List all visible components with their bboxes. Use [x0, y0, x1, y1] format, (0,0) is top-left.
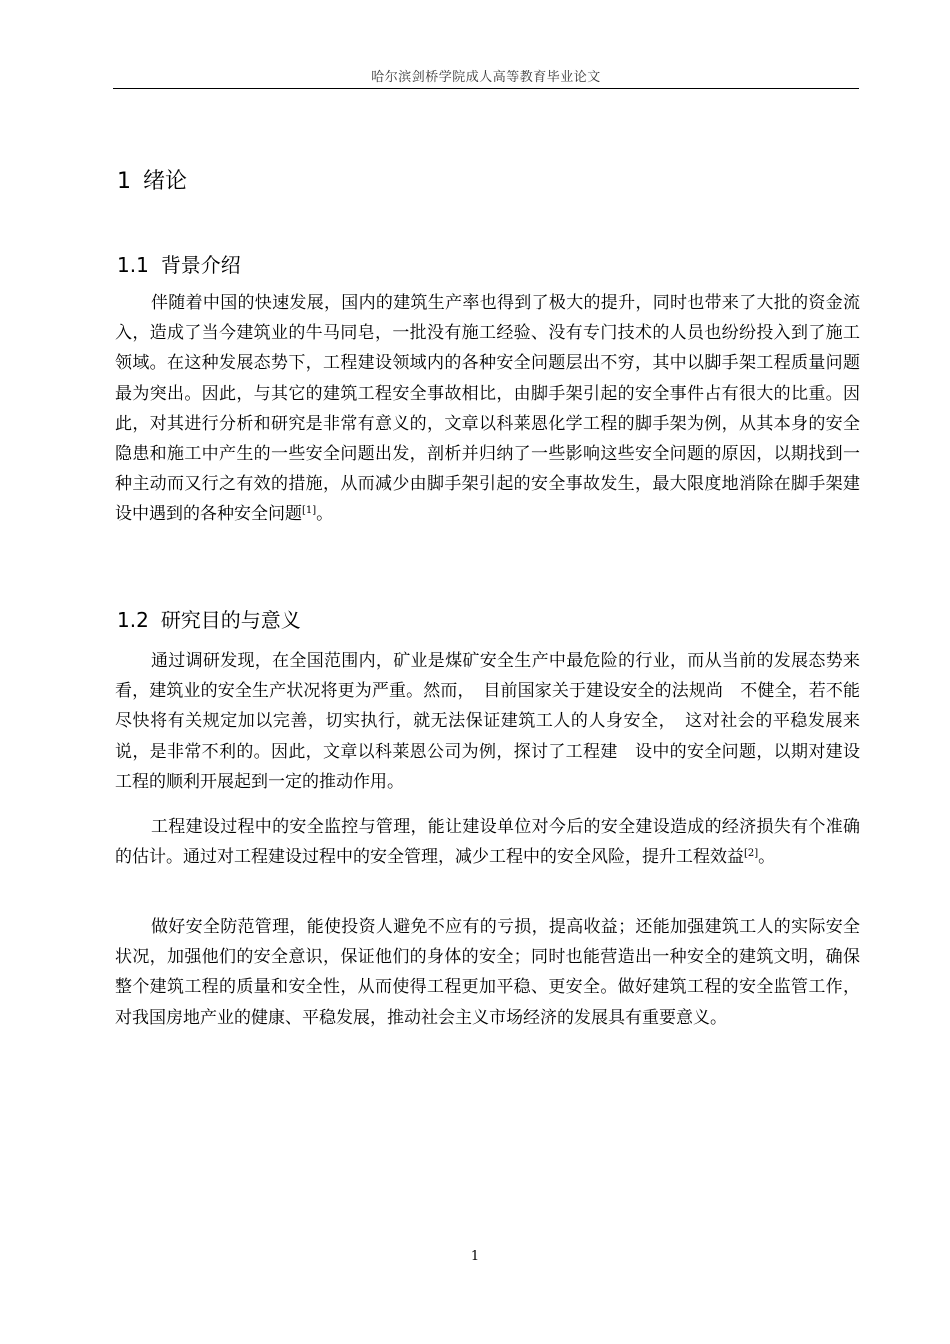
section-title: 背景介绍 — [160, 253, 241, 277]
section-heading-1-2 — [117, 604, 301, 633]
paragraph-text: 伴随着中国的快速发展，国内的建筑生产率也得到了极大的提升，同时也带来了大批的资金流入，造成了当今建筑业的牛马同皂，一批没有施工经验、没有专门技术的人员也纷纷投入到了施工领域。在这种发展态势下，工程建设领域内的各种安全问题层出不穷，其中以脚手架工程质量问题最为突出。因此，与其它的建筑工程安全事故相比，由脚手架引起的安全事件占有很大的比重。因此，对其进行分析和研究是非常有意义的，文章以科莱恩化学工程的脚手架为例，从其本身的安全隐患和施工中产生的一些安全问题出发，剖析并归纳了一些影响这些安全问题的原因，以期找到一种主动而又行之有效的措施，从而减少由脚手架引起的安全事故发生，最大限度地消除在脚手架建设中遇到的各种安全问题 — [115, 293, 860, 525]
page-number: 1 — [470, 1249, 480, 1264]
paragraph-text: 工程建设过程中的安全监控与管理，能让建设单位对今后的安全建设造成的经济损失有个准确的估计。通过对工程建设过程中的安全管理，减少工程中的安全风险，提升工程效益 — [115, 817, 860, 868]
citation-marker: [2] — [744, 848, 759, 860]
paragraph — [115, 646, 860, 797]
paragraph-tail: 。 — [316, 504, 334, 525]
section-heading-1-1 — [117, 249, 241, 278]
paragraph — [115, 812, 860, 872]
chapter-heading — [117, 164, 187, 195]
paragraph-text: 通过调研发现，在全国范围内，矿业是煤矿安全生产中最危险的行业，而从当前的发展态势来看，建筑业的安全生产状况将更为严重。然而， 目前国家关于建设安全的法规尚 不健全，若不能尽快将有关规定加以完善，切实执行，就无法保证建筑工人的人身安全， 这对社会的平稳发展来说，是非常不利的。因此，文章以科莱恩公司为例，探讨了工程建 设中的安全问题，以期对建设工程的顺利开展起到一定的推动作用。 — [115, 651, 860, 792]
paragraph — [115, 288, 860, 530]
header-rule — [113, 88, 859, 89]
paragraph-text: 做好安全防范管理，能使投资人避免不应有的亏损，提高收益；还能加强建筑工人的实际安全状况，加强他们的安全意识，保证他们的身体的安全；同时也能营造出一种安全的建筑文明，确保整个建筑工程的质量和安全性，从而使得工程更加平稳、更安全。做好建筑工程的安全监管工作，对我国房地产业的健康、平稳发展，推动社会主义市场经济的发展具有重要意义。 — [115, 917, 860, 1028]
section-number: 1.2 — [117, 608, 149, 632]
chapter-title: 绪论 — [143, 169, 188, 194]
citation-marker: [1] — [302, 505, 317, 517]
paragraph — [115, 912, 860, 1033]
running-header: 哈尔滨剑桥学院成人高等教育毕业论文 — [371, 70, 601, 85]
chapter-number: 1 — [117, 169, 131, 194]
paragraph-tail: 。 — [758, 847, 776, 868]
section-number: 1.1 — [117, 253, 149, 277]
section-title: 研究目的与意义 — [160, 608, 301, 632]
